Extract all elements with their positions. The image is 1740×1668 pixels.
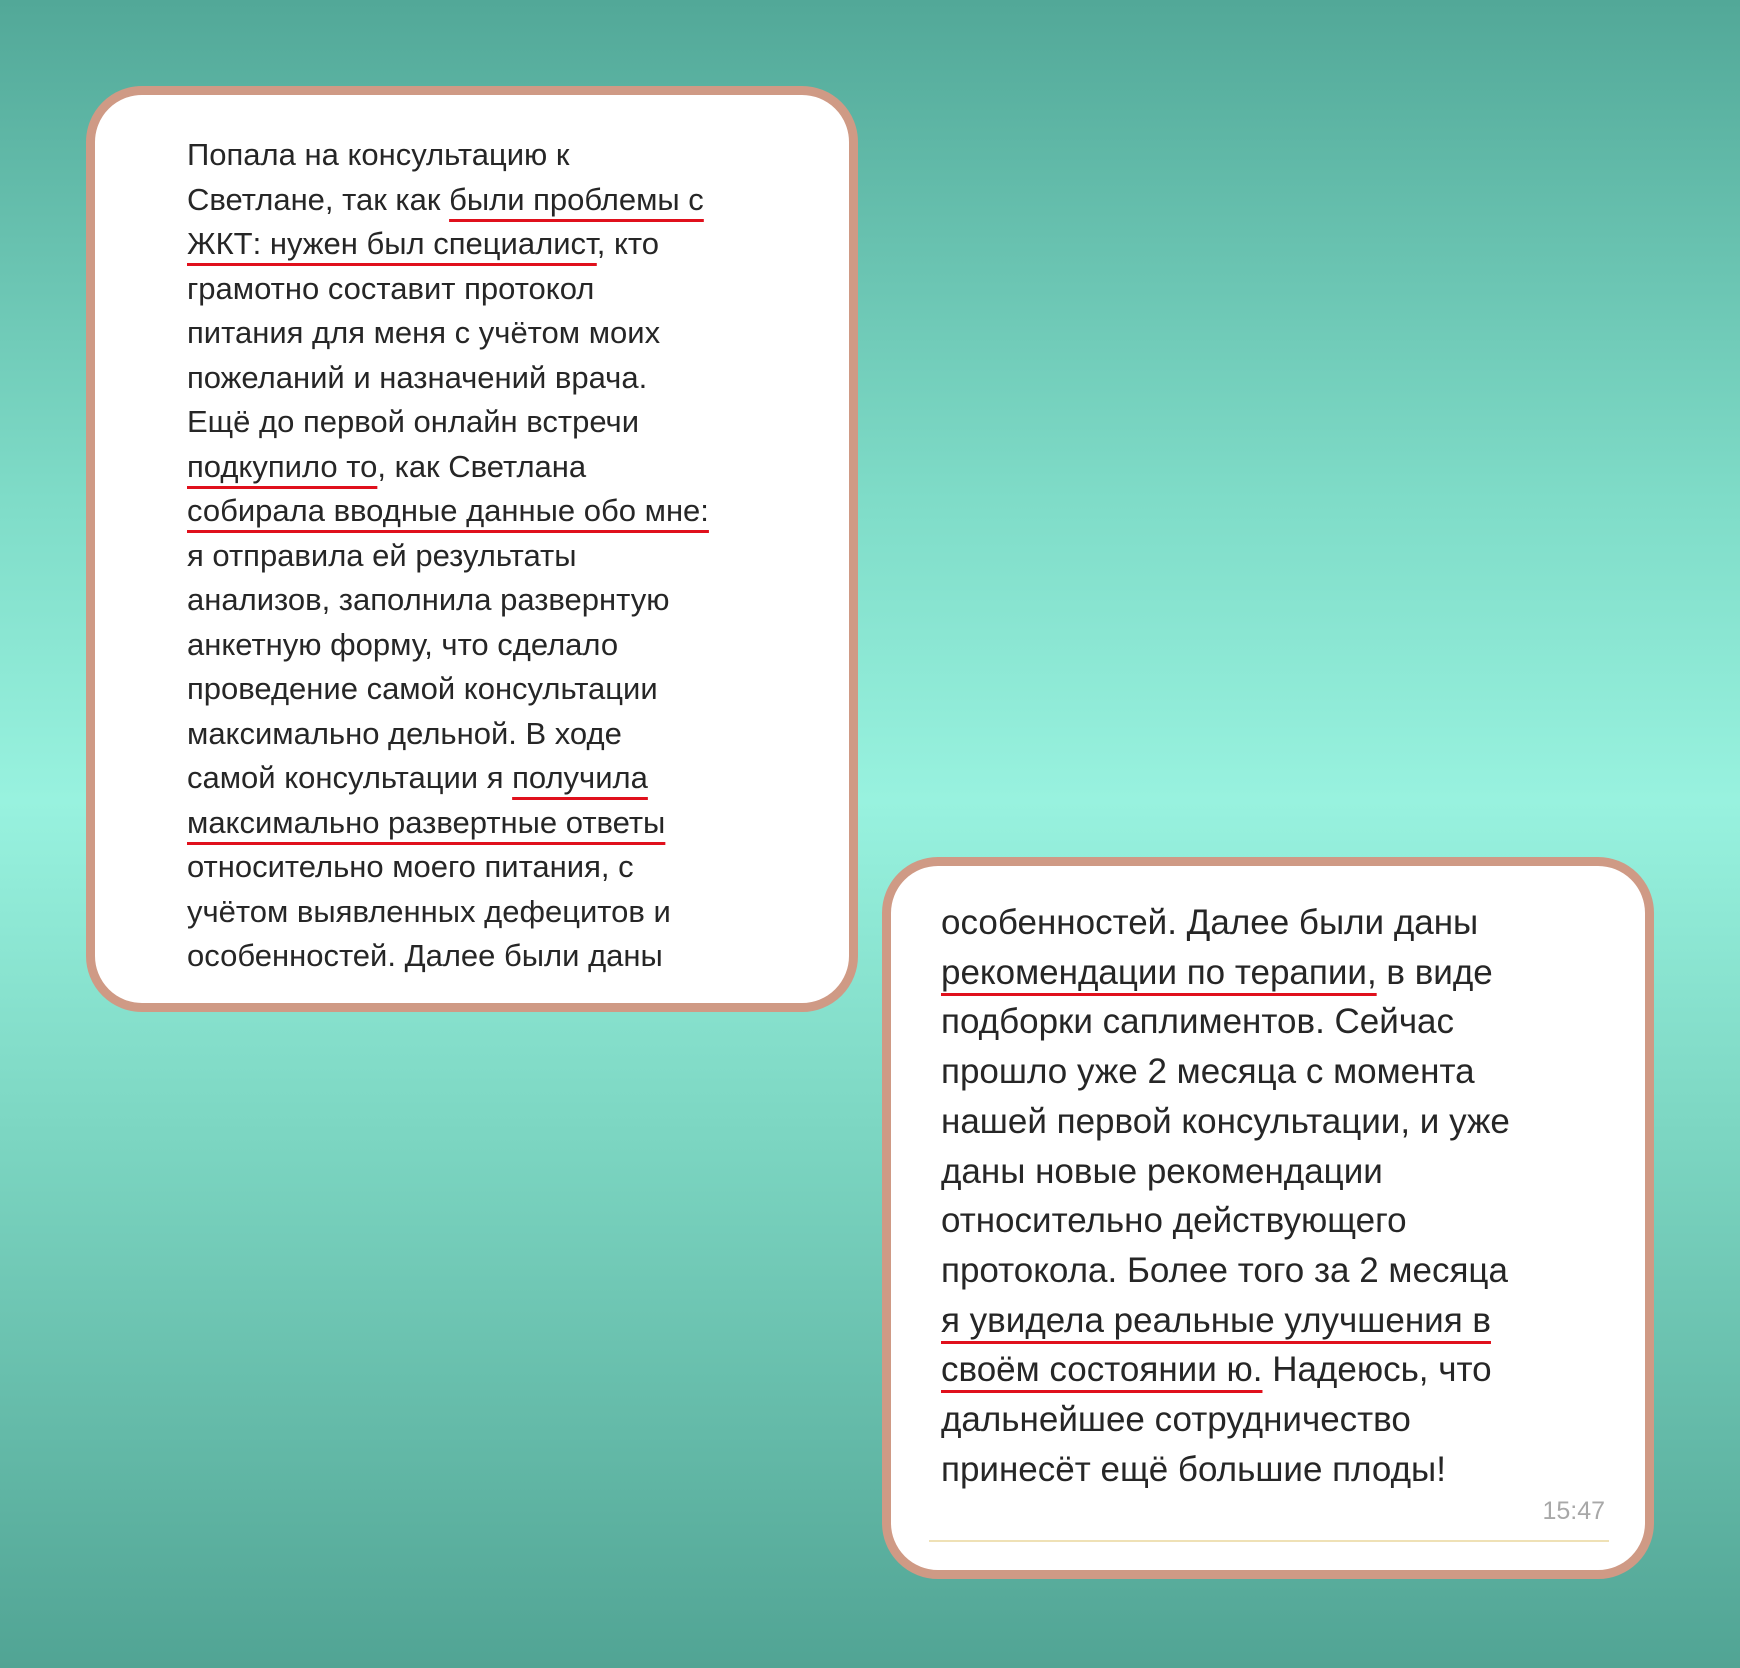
message-bubble-2 bbox=[882, 857, 1654, 1579]
highlighted-phrase: максимально развертные ответы bbox=[187, 804, 666, 840]
message-text bbox=[187, 133, 709, 979]
text-line bbox=[187, 845, 709, 890]
text-line bbox=[187, 267, 709, 312]
text-segment: анкетную форму, что сделало bbox=[187, 626, 619, 662]
text-line bbox=[187, 890, 709, 935]
text-line bbox=[187, 934, 709, 979]
text-line bbox=[941, 1246, 1510, 1296]
text-segment: пожеланий и назначений врача. bbox=[187, 359, 648, 395]
text-line bbox=[187, 534, 709, 579]
text-line bbox=[187, 400, 709, 445]
text-segment: дальнейшее сотрудничество bbox=[941, 1400, 1411, 1440]
text-line bbox=[941, 948, 1510, 998]
text-segment: протокола. Более того за 2 месяца bbox=[941, 1250, 1508, 1290]
highlighted-phrase: своём состоянии ю. bbox=[941, 1350, 1263, 1390]
highlighted-phrase: были проблемы с bbox=[449, 181, 704, 217]
text-segment: Надеюсь, что bbox=[1262, 1350, 1492, 1390]
text-line bbox=[941, 1047, 1510, 1097]
text-line bbox=[187, 133, 709, 178]
text-segment: принесёт ещё большие плоды! bbox=[941, 1449, 1446, 1489]
text-segment: анализов, заполнила развернтую bbox=[187, 582, 670, 617]
text-segment: , кто bbox=[596, 226, 660, 261]
text-line bbox=[941, 1147, 1510, 1197]
text-line bbox=[941, 898, 1510, 948]
text-line bbox=[941, 1097, 1510, 1147]
highlighted-phrase: ЖКТ: нужен был специалист bbox=[187, 226, 597, 261]
message-bubble-1 bbox=[86, 86, 858, 1012]
text-line bbox=[941, 1296, 1510, 1346]
text-segment: максимально дельной. В ходе bbox=[187, 715, 622, 751]
text-segment: в виде bbox=[1376, 952, 1493, 992]
highlighted-phrase: подкупило то bbox=[187, 448, 378, 484]
text-segment: грамотно составит протокол bbox=[187, 270, 595, 306]
text-segment: проведение самой консультации bbox=[187, 671, 658, 706]
text-segment: относительно моего питания, с bbox=[187, 849, 634, 884]
text-line bbox=[187, 311, 709, 356]
text-line bbox=[187, 489, 709, 534]
text-segment: Ещё до первой онлайн встречи bbox=[187, 404, 640, 439]
text-segment: учётом выявленных дефецитов и bbox=[187, 893, 671, 929]
text-segment: питания для меня с учётом моих bbox=[187, 315, 661, 350]
message-text bbox=[941, 898, 1510, 1494]
text-line bbox=[187, 356, 709, 401]
text-line bbox=[187, 178, 709, 223]
text-line bbox=[187, 445, 709, 490]
text-segment: Светлане, так как bbox=[187, 181, 450, 217]
text-line bbox=[187, 667, 709, 712]
highlighted-phrase: рекомендации по терапии, bbox=[941, 952, 1377, 992]
text-segment: относительно действующего bbox=[941, 1201, 1407, 1241]
highlighted-phrase: получила bbox=[512, 760, 648, 795]
text-line bbox=[187, 801, 709, 846]
text-segment: особенностей. Далее были даны bbox=[941, 903, 1479, 942]
divider bbox=[929, 1540, 1609, 1542]
text-segment: особенностей. Далее были даны bbox=[187, 938, 663, 973]
text-segment: я отправила ей результаты bbox=[187, 537, 577, 573]
text-line bbox=[941, 997, 1510, 1047]
text-line bbox=[941, 1196, 1510, 1246]
text-line bbox=[941, 1345, 1510, 1395]
text-line bbox=[187, 756, 709, 801]
text-line bbox=[941, 1445, 1510, 1495]
text-segment: даны новые рекомендации bbox=[941, 1151, 1383, 1191]
text-line bbox=[187, 712, 709, 757]
text-line bbox=[941, 1395, 1510, 1445]
text-segment: Попала на консультацию к bbox=[187, 137, 570, 172]
text-segment: , как Светлана bbox=[377, 448, 587, 484]
text-segment: подборки саплиментов. Сейчас bbox=[941, 1002, 1455, 1042]
highlighted-phrase: собирала вводные данные обо мне: bbox=[187, 493, 709, 528]
message-timestamp: 15:47 bbox=[1542, 1497, 1605, 1525]
text-segment: прошло уже 2 месяца с момента bbox=[941, 1052, 1475, 1092]
text-line bbox=[187, 222, 709, 267]
text-line bbox=[187, 623, 709, 668]
text-line bbox=[187, 578, 709, 623]
highlighted-phrase: я увидела реальные улучшения в bbox=[941, 1300, 1491, 1340]
text-segment: самой консультации я bbox=[187, 760, 513, 795]
text-segment: нашей первой консультации, и уже bbox=[941, 1101, 1510, 1141]
